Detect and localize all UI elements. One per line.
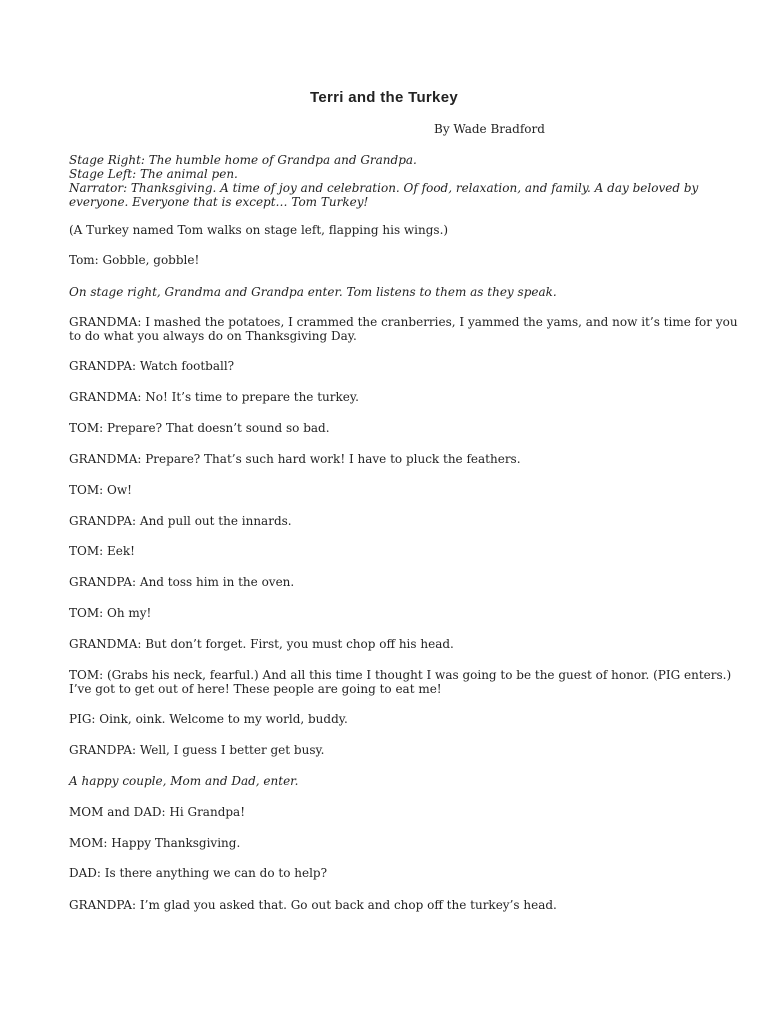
script-line: GRANDPA: And toss him in the oven. [69,575,295,589]
script-line: TOM: (Grabs his neck, fearful.) And all this time I thought I was going to be the guest of honor. (PIG enters.) [69,668,732,682]
script-line: GRANDPA: And pull out the innards. [69,514,292,528]
script-line: GRANDMA: I mashed the potatoes, I crammed the cranberries, I yammed the yams, and now it’s time for you [69,315,738,329]
script-line: GRANDPA: I’m glad you asked that. Go out back and chop off the turkey’s head. [69,898,557,912]
script-line-continued: to do what you always do on Thanksgiving Day. [69,329,357,343]
script-line: GRANDMA: Prepare? That’s such hard work! I have to pluck the feathers. [69,452,521,466]
script-line: GRANDMA: But don’t forget. First, you must chop off his head. [69,637,454,651]
document-title: Terri and the Turkey [310,89,458,106]
setting-narrator-line2: everyone. Everyone that is except… Tom Turkey! [69,195,369,209]
script-line: TOM: Oh my! [69,606,152,620]
script-line: PIG: Oink, oink. Welcome to my world, buddy. [69,712,348,726]
script-line: (A Turkey named Tom walks on stage left, flapping his wings.) [69,223,449,237]
script-line: MOM: Happy Thanksgiving. [69,836,241,850]
script-line: TOM: Ow! [69,483,132,497]
script-line: GRANDPA: Well, I guess I better get busy. [69,743,325,757]
script-line: DAD: Is there anything we can do to help? [69,866,328,880]
setting-narrator-line1: Narrator: Thanksgiving. A time of joy and celebration. Of food, relaxation, and family. A day beloved by [69,181,699,195]
setting-stage-right: Stage Right: The humble home of Grandpa and Grandpa. [69,153,417,167]
script-line: MOM and DAD: Hi Grandpa! [69,805,246,819]
script-line: GRANDPA: Watch football? [69,359,235,373]
stage-direction: On stage right, Grandma and Grandpa enter. Tom listens to them as they speak. [69,285,557,299]
script-line: Tom: Gobble, gobble! [69,253,200,267]
stage-direction: A happy couple, Mom and Dad, enter. [69,774,299,788]
document-byline: By Wade Bradford [434,122,545,136]
script-line-continued: I’ve got to get out of here! These people are going to eat me! [69,682,442,696]
script-line: TOM: Eek! [69,544,135,558]
script-line: TOM: Prepare? That doesn’t sound so bad. [69,421,330,435]
setting-stage-left: Stage Left: The animal pen. [69,167,238,181]
script-line: GRANDMA: No! It’s time to prepare the turkey. [69,390,359,404]
